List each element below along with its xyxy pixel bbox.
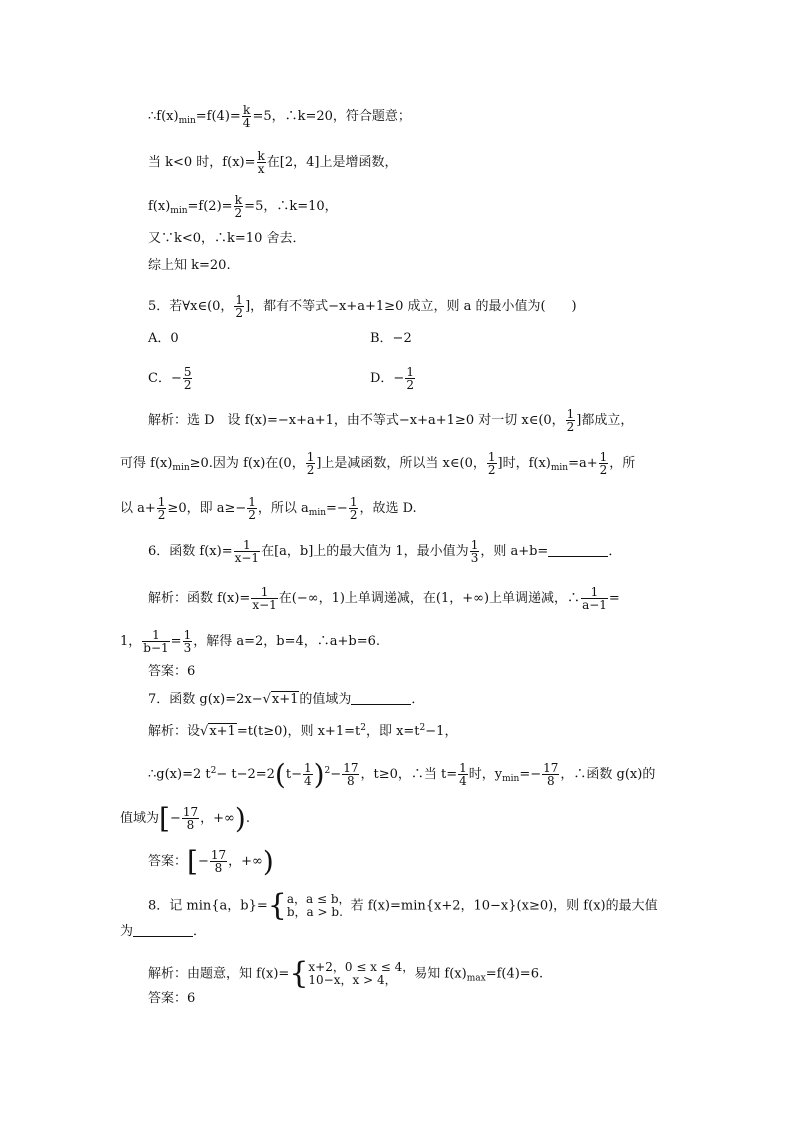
solution-5-line-2: 可得 $f(x)_{min}\ge 0$.因为 f(x)在(0， $\frac{1}{2}$ ]上是减函数，所以当 x∈(0， $\frac{1}{2}$ ]时，$f(x)_{min}=a+$ $\frac{1}{2}$ ，所: [120, 450, 636, 477]
solution-5-line-3: 以 a+ $\frac{1}{2}$ ≥0，即 a≥− $\frac{1}{2}$ ，所以 $a_{min}=-$ $\frac{1}{2}$ ，故选 D.: [120, 495, 417, 522]
solution-7-line-1: 解析：设√x+1=t(t≥0)，则 $x+1=t^2$，即 $x=t^2-1$，: [148, 723, 458, 739]
answer-blank: [351, 692, 411, 705]
answer-6: 答案：6: [148, 664, 196, 679]
solution-line: 又∵k<0，∴k=10 舍去．: [148, 231, 306, 246]
solution-line: $f(x)_{min}=f(2)=$ $\frac{k}{2}$ =5，∴k=10，: [148, 193, 338, 220]
solution-5-line-1: 解析：选 D 设 f(x)=−x+a+1，由不等式−x+a+1≥0 对一切 x∈(0， $\frac{1}{2}$ ]都成立，: [148, 407, 634, 434]
question-5: 5．若∀x∈(0， $\frac{1}{2}$ ]，都有不等式−x+a+1≥0 成立，则 a 的最小值为( ): [148, 293, 577, 320]
solution-6-line-2: 1， $\frac{1}{b-1}$ = $\frac{1}{3}$ ，解得 a=2，b=4，∴a+b=6.: [120, 628, 380, 655]
solution-7-line-2: ∴g(x)=2 $t^2- t-2=2(t-$ $\frac{1}{4}$ )$^2$− $\frac{17}{8}$ ，t≥0，∴当 t= $\frac{1}{4}$ 时，$y_{min}=-$ $\frac{17}{8}$ ，∴函数 g(x)的: [148, 758, 656, 791]
question-8: 8．记 min{a，b}={ a，a ≤ b， b，a > b. 若 f(x)=min{x+2，10−x}(x≥0)，则 f(x)的最大值: [148, 888, 658, 923]
solution-line: 综上知 k=20.: [148, 258, 231, 273]
question-6: 6．函数 f(x)= $\frac{1}{x-1}$ 在[a，b]上的最大值为 1，最小值为 $\frac{1}{3}$ ，则 a+b= ．: [148, 538, 622, 565]
solution-line: 当 k<0 时，f(x)= $\frac{k}{x}$ 在[2，4]上是增函数，: [148, 149, 398, 176]
question-7: 7．函数 g(x)=2x−√x+1的值域为 ．: [148, 692, 425, 707]
question-8-line-2: 为 ．: [120, 924, 207, 939]
answer-8: 答案：6: [148, 991, 196, 1006]
answer-blank: [548, 544, 608, 557]
option-d: D．− $\frac{1}{2}$: [370, 365, 414, 392]
option-a: A．0: [148, 331, 179, 346]
option-c: C．− $\frac{5}{2}$: [148, 365, 192, 392]
option-b: B．−2: [370, 331, 412, 346]
solution-7-line-3: 值域为[− $\frac{17}{8}$ ，+∞).: [120, 802, 250, 835]
solution-8: 解析：由题意，知 f(x)={ x+2，0 ≤ x ≤ 4， 10−x，x > 4， 易知 $f(x)_{max}=f(4)=6$.: [148, 956, 544, 991]
solution-6-line-1: 解析：函数 f(x)= $\frac{1}{x-1}$ 在(−∞，1)上单调递减，在(1，+∞)上单调递减，∴ $\frac{1}{a-1}$ =: [148, 585, 620, 612]
solution-line: $\therefore f(x)_{min}=f(4)=$ $\frac{k}{4}$ =5，∴k=20，符合题意；: [148, 103, 411, 130]
answer-7: 答案：[− $\frac{17}{8}$ ，+∞): [148, 845, 274, 878]
answer-blank: [133, 924, 193, 937]
